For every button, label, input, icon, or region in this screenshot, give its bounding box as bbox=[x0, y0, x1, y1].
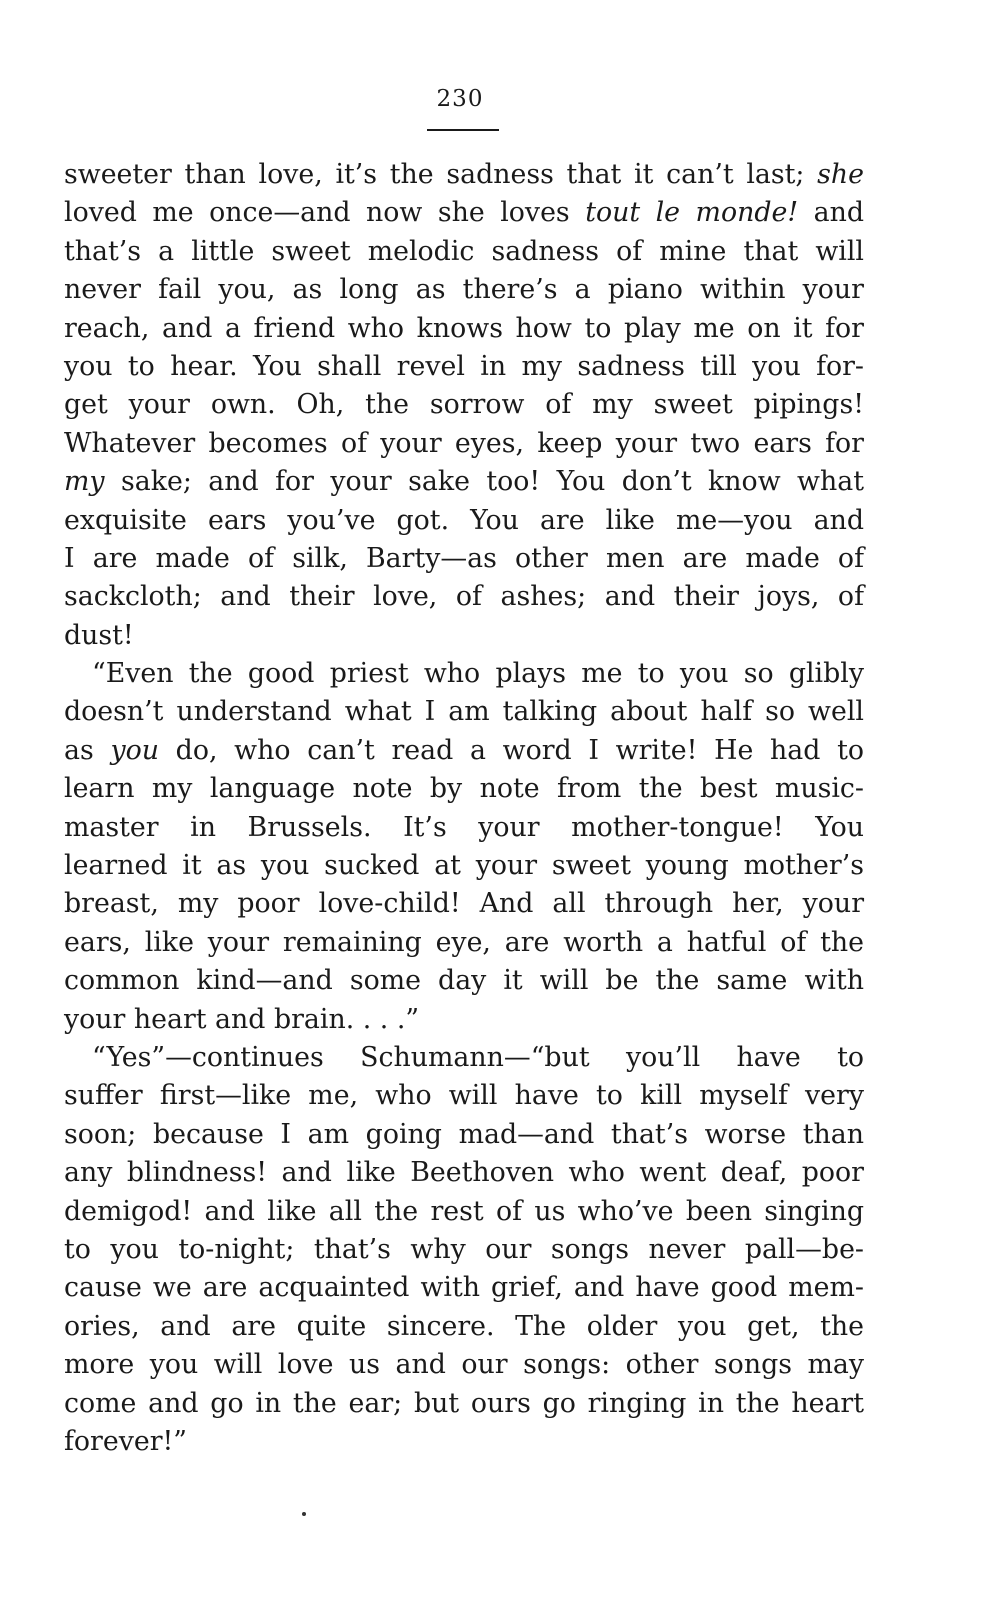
text-line bbox=[64, 1039, 864, 1077]
text-line bbox=[64, 847, 864, 885]
text-segment: learn my language note by note from the best music- bbox=[64, 773, 864, 805]
text-line bbox=[64, 271, 864, 309]
text-line bbox=[64, 1116, 864, 1154]
text-line bbox=[64, 156, 864, 194]
text-segment: I are made of silk, Barty—as other men are made of bbox=[64, 542, 864, 574]
text-segment: never fail you, as long as there’s a piano within your bbox=[64, 274, 864, 306]
text-line bbox=[64, 1077, 864, 1115]
text-segment: get your own. Oh, the sorrow of my sweet pipings! bbox=[64, 389, 864, 421]
text-line bbox=[64, 732, 864, 770]
text-line bbox=[64, 348, 864, 386]
text-segment: ories, and are quite sincere. The older you get, the bbox=[64, 1310, 864, 1342]
text-segment: common kind—and some day it will be the same with bbox=[64, 965, 864, 997]
page-blemish bbox=[302, 1512, 306, 1516]
body-text bbox=[64, 156, 864, 1461]
text-line bbox=[64, 1231, 864, 1269]
text-segment: breast, my poor love-child! And all through her, your bbox=[64, 888, 864, 920]
text-segment: demigod! and like all the rest of us who’ve been singing bbox=[64, 1195, 864, 1227]
text-segment: as bbox=[64, 734, 111, 766]
text-line bbox=[64, 310, 864, 348]
text-line bbox=[64, 924, 864, 962]
text-segment: “Even the good priest who plays me to you so glibly bbox=[92, 658, 864, 690]
text-segment: loved me once—and now she loves bbox=[64, 197, 586, 229]
text-segment: to you to-night; that’s why our songs never pall—be- bbox=[64, 1233, 864, 1265]
text-segment: any blindness! and like Beethoven who went deaf, poor bbox=[64, 1157, 864, 1189]
text-line bbox=[64, 578, 864, 616]
text-segment: Whatever becomes of your eyes, keep your two ears for bbox=[64, 427, 864, 459]
text-segment: you to hear. You shall revel in my sadness till you for- bbox=[64, 350, 864, 382]
text-segment: suffer first—like me, who will have to kill myself very bbox=[64, 1080, 864, 1112]
text-segment: reach, and a friend who knows how to play me on it for bbox=[64, 312, 864, 344]
text-line bbox=[64, 885, 864, 923]
text-line bbox=[64, 1346, 864, 1384]
text-segment: cause we are acquainted with grief, and have good mem- bbox=[64, 1272, 864, 1304]
text-segment: soon; because I am going mad—and that’s worse than bbox=[64, 1118, 864, 1150]
text-line bbox=[64, 617, 864, 655]
text-line bbox=[64, 233, 864, 271]
text-line bbox=[64, 809, 864, 847]
text-line bbox=[64, 463, 864, 501]
page-number: 230 bbox=[436, 86, 484, 112]
text-line bbox=[64, 425, 864, 463]
text-line bbox=[64, 770, 864, 808]
text-line bbox=[64, 1385, 864, 1423]
text-line bbox=[64, 655, 864, 693]
text-line bbox=[64, 1154, 864, 1192]
text-segment: forever!” bbox=[64, 1425, 187, 1457]
text-segment: doesn’t understand what I am talking about half so well bbox=[64, 696, 864, 728]
text-segment: sackcloth; and their love, of ashes; and their joys, of bbox=[64, 581, 864, 613]
text-line bbox=[64, 693, 864, 731]
text-line bbox=[64, 194, 864, 232]
text-line bbox=[64, 1423, 864, 1461]
text-segment: that’s a little sweet melodic sadness of mine that will bbox=[64, 235, 864, 267]
text-line bbox=[64, 1308, 864, 1346]
text-segment: more you will love us and our songs: other songs may bbox=[64, 1349, 864, 1381]
italic-text: she bbox=[817, 159, 864, 190]
text-line bbox=[64, 962, 864, 1000]
text-segment: come and go in the ear; but ours go ringing in the heart bbox=[64, 1387, 864, 1419]
text-segment: “Yes”—continues Schumann—“but you’ll have to bbox=[92, 1041, 864, 1073]
text-segment: sake; and for your sake too! You don’t know what bbox=[104, 466, 864, 498]
italic-text: you bbox=[110, 734, 159, 766]
text-segment: exquisite ears you’ve got. You are like me—you and bbox=[64, 504, 864, 536]
header-rule bbox=[427, 129, 499, 131]
italic-text: tout le monde! bbox=[585, 197, 799, 229]
text-segment: do, who can’t read a word I write! He had to bbox=[158, 734, 864, 766]
text-line bbox=[64, 540, 864, 578]
text-line bbox=[64, 1269, 864, 1307]
text-line bbox=[64, 1193, 864, 1231]
text-segment: sweeter than love, it’s the sadness that it can’t last; bbox=[64, 159, 818, 190]
text-line bbox=[64, 502, 864, 540]
text-segment: your heart and brain. . . .” bbox=[64, 1003, 420, 1035]
text-segment: and bbox=[798, 197, 865, 229]
text-segment: master in Brussels. It’s your mother-tongue! You bbox=[64, 811, 864, 843]
text-segment: ears, like your remaining eye, are worth a hatful of the bbox=[64, 926, 864, 958]
text-segment: dust! bbox=[64, 619, 134, 651]
text-line bbox=[64, 386, 864, 424]
text-line bbox=[64, 1001, 864, 1039]
text-segment: learned it as you sucked at your sweet young mother’s bbox=[64, 850, 864, 882]
italic-text: my bbox=[64, 466, 105, 498]
